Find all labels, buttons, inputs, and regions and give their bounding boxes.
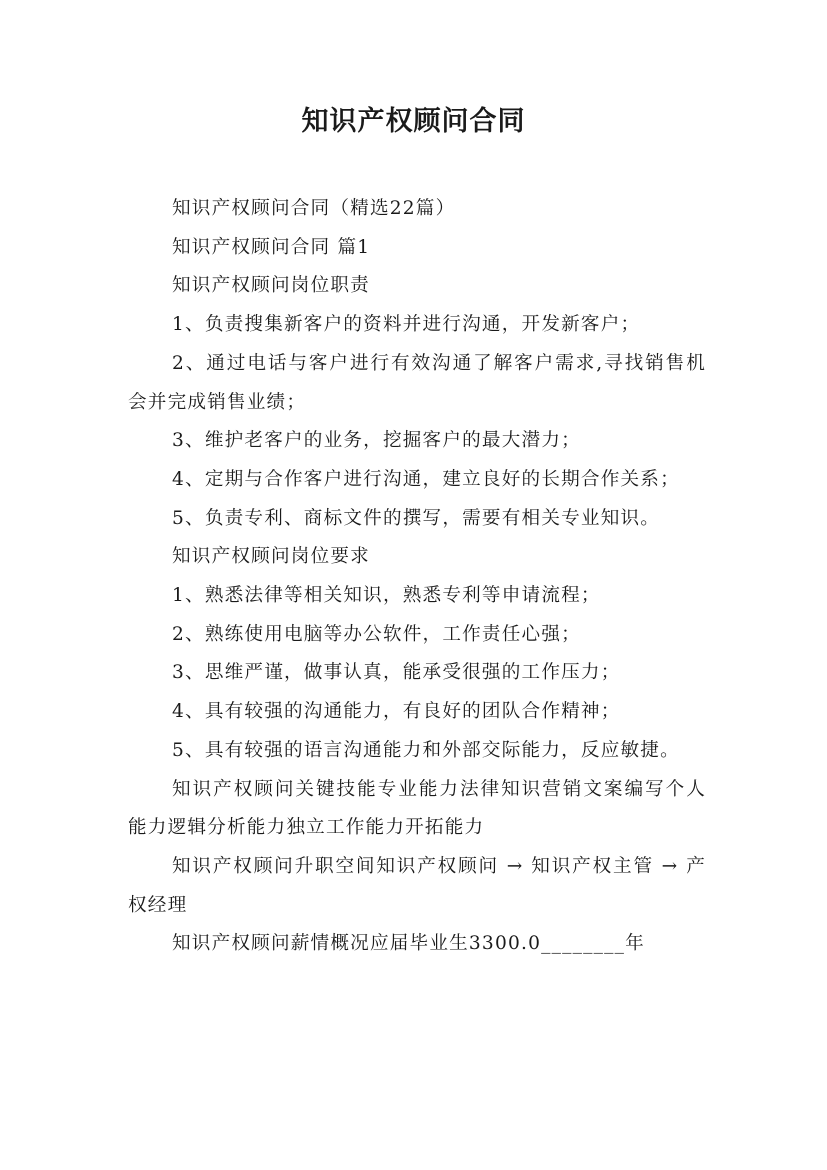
paragraph-duty-2: 2、通过电话与客户进行有效沟通了解客户需求,寻找销售机会并完成销售业绩； — [128, 352, 706, 413]
paragraph-duty-5: 5、负责专利、商标文件的撰写，需要有相关专业知识。 — [172, 507, 661, 529]
paragraph-requirement-1: 1、熟悉法律等相关知识，熟悉专利等申请流程； — [172, 585, 601, 607]
paragraph-requirements-heading: 知识产权顾问岗位要求 — [172, 546, 370, 568]
document-title: 知识产权顾问合同 — [301, 106, 526, 137]
paragraph-chapter-heading: 知识产权顾问合同 篇1 — [172, 236, 371, 258]
paragraph-career-path: 知识产权顾问升职空间知识产权顾问 → 知识产权主管 → 产权经理 — [128, 855, 706, 916]
paragraph-requirement-5: 5、具有较强的语言沟通能力和外部交际能力，反应敏捷。 — [172, 739, 680, 761]
paragraph-duty-3: 3、维护老客户的业务，挖掘客户的最大潜力； — [172, 430, 581, 452]
paragraph-requirement-3: 3、思维严谨，做事认真，能承受很强的工作压力； — [172, 662, 621, 684]
paragraph-heading-collection: 知识产权顾问合同（精选22篇） — [172, 198, 456, 219]
paragraph-duty-1: 1、负责搜集新客户的资料并进行沟通，开发新客户； — [172, 314, 641, 336]
paragraph-duty-4: 4、定期与合作客户进行沟通，建立良好的长期合作关系； — [172, 468, 680, 490]
paragraph-duties-heading: 知识产权顾问岗位职责 — [172, 275, 370, 297]
paragraph-key-skills: 知识产权顾问关键技能专业能力法律知识营销文案编写个人能力逻辑分析能力独立工作能力开拓能力 — [128, 778, 706, 839]
paragraph-salary: 知识产权顾问薪情概况应届毕业生3300.0________年 — [172, 933, 645, 955]
document-body — [128, 190, 706, 964]
paragraph-requirement-2: 2、熟练使用电脑等办公软件，工作责任心强； — [172, 623, 581, 645]
paragraph-requirement-4: 4、具有较强的沟通能力，有良好的团队合作精神； — [172, 701, 621, 723]
